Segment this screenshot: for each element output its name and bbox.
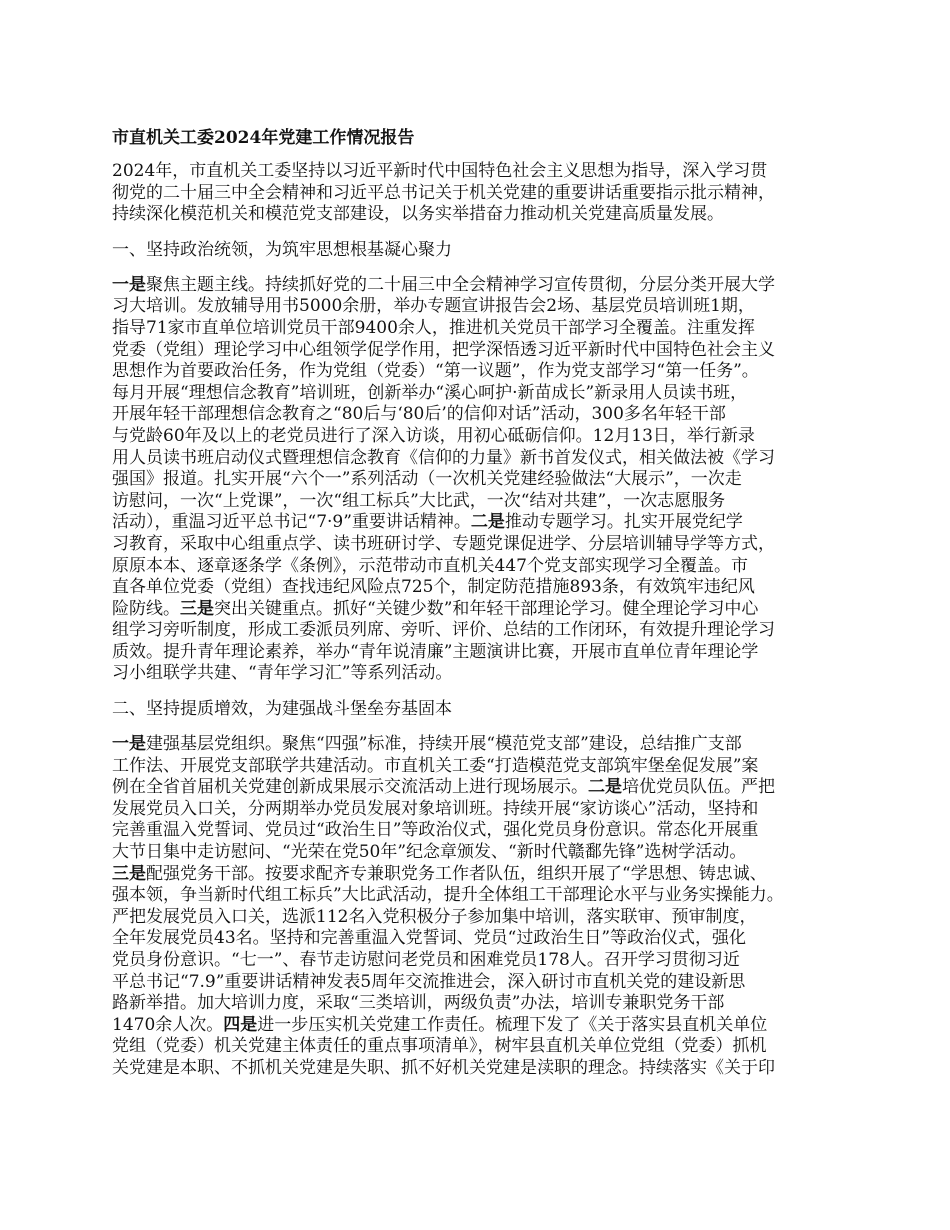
text-segment: 习教育，采取中心组重点学、读书班研讨学、专题党课促进学、分层培训辅导学等方式， <box>112 533 775 554</box>
paragraph <box>112 161 842 226</box>
text-line <box>112 204 842 226</box>
text-line <box>112 928 842 950</box>
bold-marker: 四是 <box>223 1014 258 1035</box>
text-segment: 强本领，争当新时代组工标兵”大比武活动，提升全体组工干部理论水平与业务实操能力。 <box>112 885 784 906</box>
text-line <box>112 820 842 842</box>
text-segment: 与党龄60年及以上的老党员进行了深入访谈，用初心砥砺信仰。12月13日，举行新录 <box>112 425 755 446</box>
text-line <box>112 842 842 864</box>
text-line <box>112 404 842 426</box>
text-line <box>112 799 842 821</box>
text-segment: 组学习旁听制度，形成工委派员列席、旁听、评价、总结的工作闭环，有效提升理论学习 <box>112 620 775 641</box>
text-line <box>112 491 842 513</box>
bold-marker: 三是 <box>180 598 214 619</box>
text-segment: 全年发展党员43名。坚持和完善重温入党誓词、党员“过政治生日”等政治仪式，强化 <box>112 928 747 949</box>
text-line <box>112 756 842 778</box>
bold-marker: 二是 <box>588 777 622 798</box>
section-heading: 二、坚持提质增效，为建强战斗堡垒夯基固本 <box>112 699 452 720</box>
text-line <box>112 296 842 318</box>
text-segment: 彻党的二十届三中全会精神和习近平总书记关于机关党建的重要讲话重要指示批示精神， <box>112 182 775 203</box>
text-line <box>112 642 842 664</box>
bold-marker: 三是 <box>112 863 146 884</box>
text-line <box>112 318 842 340</box>
text-segment: 活动），重温习近平总书记“7·9”重要讲话精神。 <box>112 512 471 533</box>
text-segment: 推动专题学习。扎实开展党纪学 <box>504 512 743 533</box>
bold-marker: 一是 <box>112 734 146 755</box>
text-segment: 关党建是本职、不抓机关党建是失职、抓不好机关党建是渎职的理念。持续落实《关于印 <box>112 1057 775 1078</box>
text-segment: 党员身份意识。“七一”、春节走访慰问老党员和困难党员178人。召开学习贯彻习近 <box>112 950 740 970</box>
text-line <box>112 734 842 756</box>
text-segment: 1470余人次。 <box>112 1014 224 1035</box>
text-segment: 习小组联学共建、“青年学习汇”等系列活动。 <box>112 663 453 684</box>
text-segment: 进一步压实机关党建工作责任。梳理下发了《关于落实县直机关单位 <box>257 1014 768 1035</box>
paragraph <box>112 734 842 1080</box>
text-segment: 直各单位党委（党组）查找违纪风险点725个，制定防范措施893条，有效筑牢违纪风 <box>112 577 755 598</box>
text-line <box>112 161 842 183</box>
text-line <box>112 1015 842 1037</box>
text-line <box>112 993 842 1015</box>
text-line <box>112 950 842 972</box>
text-line <box>112 361 842 383</box>
text-segment: 严把发展党员入口关，选派112名入党积极分子参加集中培训，落实联审、预审制度， <box>112 906 757 927</box>
text-segment: 党委（党组）理论学习中心组领学促学作用，把学深悟透习近平新时代中国特色社会主义 <box>112 339 775 360</box>
text-segment: 建强基层党组织。聚焦“四强”标准，持续开展“模范党支部”建设，总结推广支部 <box>146 734 742 755</box>
text-segment: 突出关键重点。抓好“关键少数”和年轻干部理论学习。健全理论学习中心 <box>214 598 759 619</box>
text-line <box>112 275 842 297</box>
document-body <box>112 127 842 1080</box>
text-segment: 工作法、开展党支部联学共建活动。市直机关工委“打造模范党支部筑牢堡垒促发展”案 <box>112 755 759 776</box>
text-line <box>112 599 842 621</box>
bold-marker: 一是 <box>112 274 146 295</box>
text-segment: 每月开展“理想信念教育”培训班，创新举办“溪心呵护·新苗成长”新录用人员读书班， <box>112 382 748 403</box>
text-line <box>112 383 842 405</box>
text-segment: 聚焦主题主线。持续抓好党的二十届三中全会精神学习宣传贯彻，分层分类开展大学 <box>146 274 775 295</box>
text-segment: 开展年轻干部理想信念教育之“80后与‘80后’的信仰对话”活动，300多名年轻干部 <box>112 404 726 425</box>
text-line <box>112 972 842 994</box>
text-segment: 持续深化模范机关和模范党支部建设，以务实举措奋力推动机关党建高质量发展。 <box>112 204 724 225</box>
text-segment: 强国》报道。扎实开展“六个一”系列活动（一次机关党建经验做法“大展示”，一次走 <box>112 469 742 490</box>
text-line <box>112 534 842 556</box>
text-segment: 平总书记“7.9”重要讲话精神发表5周年交流推进会，深入研讨市直机关党的建设新思 <box>112 971 746 992</box>
document-title: 市直机关工委2024年党建工作情况报告 <box>112 128 415 148</box>
text-segment: 大节日集中走访慰问、“光荣在党50年”纪念章颁发、“新时代赣鄱先锋”选树学活动。 <box>112 842 747 863</box>
text-line <box>112 885 842 907</box>
text-segment: 党组（党委）机关党建主体责任的重点事项清单》，树牢县直机关单位党组（党委）抓机 <box>112 1036 767 1057</box>
text-segment: 访慰问，一次“上党课”，一次“组工标兵”大比武，一次“结对共建”，一次志愿服务 <box>112 490 726 511</box>
text-segment: 配强党务干部。按要求配齐专兼职党务工作者队伍，组织开展了“学思想、铸忠诚、 <box>146 863 767 884</box>
text-line <box>112 469 842 491</box>
text-line <box>112 577 842 599</box>
text-line <box>112 1058 842 1080</box>
text-line <box>112 512 842 534</box>
document-content <box>112 161 842 1080</box>
text-segment: 险防线。 <box>112 598 180 619</box>
text-line <box>112 448 842 470</box>
text-line <box>112 183 842 205</box>
section-heading: 一、坚持政治统领，为筑牢思想根基凝心聚力 <box>112 239 452 260</box>
text-segment: 指导71家市直单位培训党员干部9400余人，推进机关党员干部学习全覆盖。注重发挥 <box>112 317 755 338</box>
text-segment: 完善重温入党誓词、党员过“政治生日”等政治仪式，强化党员身份意识。常态化开展重 <box>112 820 759 841</box>
text-line <box>112 777 842 799</box>
text-segment: 习大培训。发放辅导用书5000余册，举办专题宣讲报告会2场、基层党员培训班1期， <box>112 296 755 317</box>
text-segment: 发展党员入口关，分两期举办党员发展对象培训班。持续开展“家访谈心”活动，坚持和 <box>112 798 759 819</box>
text-segment: 原原本本、逐章逐条学《条例》，示范带动市直机关447个党支部实现学习全覆盖。市 <box>112 555 748 576</box>
text-line <box>112 340 842 362</box>
text-line <box>112 864 842 886</box>
bold-marker: 二是 <box>470 512 505 533</box>
text-segment: 质效。提升青年理论素养，举办“青年说清廉”主题演讲比赛，开展市直单位青年理论学 <box>112 641 759 662</box>
text-line <box>112 620 842 642</box>
text-segment: 用人员读书班启动仪式暨理想信念教育《信仰的力量》新书首发仪式，相关做法被《学习 <box>112 447 775 468</box>
text-segment: 例在全省首届机关党建创新成果展示交流活动上进行现场展示。 <box>112 777 588 798</box>
text-line <box>112 556 842 578</box>
text-line <box>112 426 842 448</box>
paragraph <box>112 275 842 685</box>
text-segment: 2024年，市直机关工委坚持以习近平新时代中国特色社会主义思想为指导，深入学习贯 <box>112 161 768 181</box>
text-line <box>112 1036 842 1058</box>
text-segment: 路新举措。加大培训力度，采取“三类培训，两级负责”办法，培训专兼职党务干部 <box>112 993 725 1014</box>
text-segment: 培优党员队伍。严把 <box>622 777 775 798</box>
text-segment: 思想作为首要政治任务，作为党组（党委）“第一议题”，作为党支部学习“第一任务”。 <box>112 361 759 382</box>
text-line <box>112 663 842 685</box>
text-line <box>112 907 842 929</box>
